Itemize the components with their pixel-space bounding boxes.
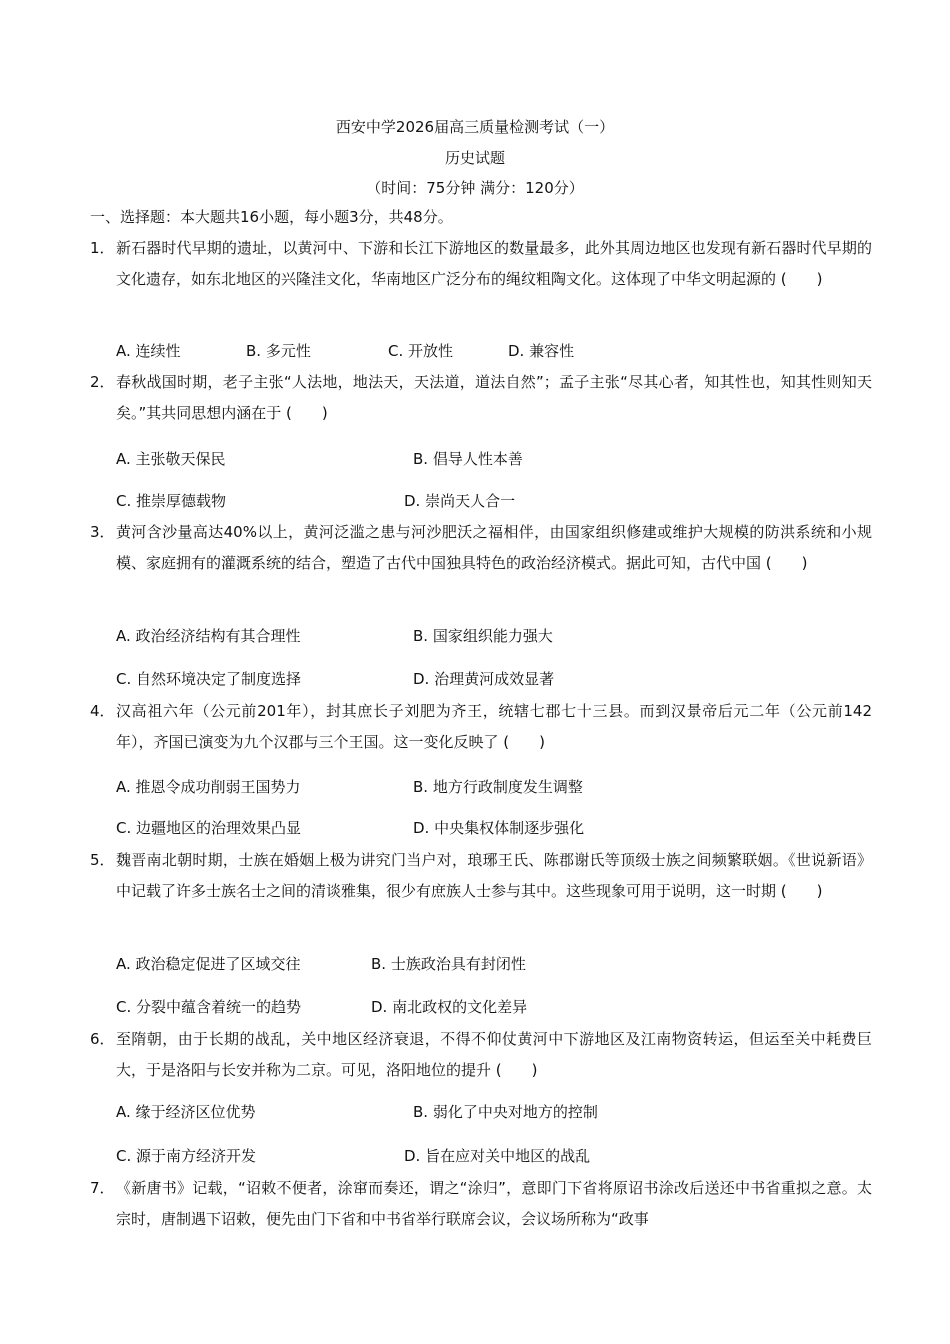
question-number: 4． [90, 702, 115, 720]
question-stem: 《新唐书》记载，“诏敕不便者，涂窜而奏还，谓之“涂归”，意即门下省将原诏书涂改后送还中书省重拟之意。太宗时，唐制遇下诏敕，便先由门下省和中书省举行联席会议，会议场所称为“政事 [116, 1179, 872, 1228]
option-d[interactable]: D. 崇尚天人合一 [404, 492, 516, 510]
question-number: 7． [90, 1179, 115, 1197]
option-d[interactable]: D. 治理黄河成效显著 [413, 670, 555, 688]
question-4 [90, 696, 872, 758]
question-number: 6． [90, 1030, 115, 1048]
exam-title: 西安中学2026届高三质量检测考试（一） [335, 118, 615, 136]
question-stem: 魏晋南北朝时期，士族在婚姻上极为讲究门当户对，琅琊王氏、陈郡谢氏等顶级士族之间频繁联姻。《世说新语》中记载了许多士族名士之间的清谈雅集，很少有庶族人士参与其中。这些现象可用于说明，这一时期 ( ) [116, 851, 872, 900]
option-b[interactable]: B. 国家组织能力强大 [413, 627, 553, 645]
question-number: 1． [90, 239, 115, 257]
question-3 [90, 517, 872, 579]
option-a[interactable]: A. 主张敬天保民 [116, 450, 226, 468]
question-number: 2． [90, 373, 115, 391]
section-heading: 一、选择题：本大题共16小题，每小题3分，共48分。 [90, 208, 453, 226]
question-stem: 黄河含沙量高达40%以上，黄河泛滥之患与河沙肥沃之福相伴，由国家组织修建或维护大规模的防洪系统和小规模、家庭拥有的灌溉系统的结合，塑造了古代中国独具特色的政治经济模式。据此可知，古代中国 ( ) [116, 523, 872, 572]
option-b[interactable]: B. 倡导人性本善 [413, 450, 523, 468]
option-c[interactable]: C. 推崇厚德载物 [116, 492, 227, 510]
question-number: 5． [90, 851, 115, 869]
question-stem: 至隋朝，由于长期的战乱，关中地区经济衰退，不得不仰仗黄河中下游地区及江南物资转运，但运至关中耗费巨大，于是洛阳与长安并称为二京。可见，洛阳地位的提升 ( ) [116, 1030, 872, 1079]
option-c[interactable]: C. 开放性 [388, 342, 454, 360]
option-c[interactable]: C. 边疆地区的治理效果凸显 [116, 819, 302, 837]
option-b[interactable]: B. 弱化了中央对地方的控制 [413, 1103, 598, 1121]
question-7 [90, 1173, 872, 1235]
option-a[interactable]: A. 推恩令成功削弱王国势力 [116, 778, 301, 796]
question-stem: 汉高祖六年（公元前201年），封其庶长子刘肥为齐王，统辖七郡七十三县。而到汉景帝后元二年（公元前142年），齐国已演变为九个汉郡与三个王国。这一变化反映了 ( ) [116, 702, 872, 751]
option-a[interactable]: A. 连续性 [116, 342, 181, 360]
question-number: 3． [90, 523, 115, 541]
option-b[interactable]: B. 多元性 [246, 342, 311, 360]
option-d[interactable]: D. 旨在应对关中地区的战乱 [404, 1147, 591, 1165]
option-b[interactable]: B. 地方行政制度发生调整 [413, 778, 583, 796]
option-a[interactable]: A. 政治稳定促进了区域交往 [116, 955, 301, 973]
option-a[interactable]: A. 缘于经济区位优势 [116, 1103, 256, 1121]
option-d[interactable]: D. 兼容性 [508, 342, 575, 360]
question-stem: 新石器时代早期的遗址，以黄河中、下游和长江下游地区的数量最多，此外其周边地区也发现有新石器时代早期的文化遗存，如东北地区的兴隆洼文化，华南地区广泛分布的绳纹粗陶文化。这体现了中华文明起源的 ( ) [116, 239, 872, 288]
option-c[interactable]: C. 自然环境决定了制度选择 [116, 670, 302, 688]
option-c[interactable]: C. 分裂中蕴含着统一的趋势 [116, 998, 302, 1016]
option-d[interactable]: D. 中央集权体制逐步强化 [413, 819, 585, 837]
exam-subject: 历史试题 [444, 149, 505, 167]
question-stem: 春秋战国时期，老子主张“人法地，地法天，天法道，道法自然”；孟子主张“尽其心者，知其性也，知其性则知天矣。”其共同思想内涵在于 ( ) [116, 373, 872, 422]
question-6 [90, 1024, 872, 1086]
option-b[interactable]: B. 士族政治具有封闭性 [371, 955, 526, 973]
option-d[interactable]: D. 南北政权的文化差异 [371, 998, 528, 1016]
option-a[interactable]: A. 政治经济结构有其合理性 [116, 627, 301, 645]
question-2 [90, 367, 872, 429]
exam-info: （时间：75分钟 满分：120分） [366, 179, 584, 197]
question-5 [90, 845, 872, 907]
question-1 [90, 233, 872, 295]
option-c[interactable]: C. 源于南方经济开发 [116, 1147, 257, 1165]
